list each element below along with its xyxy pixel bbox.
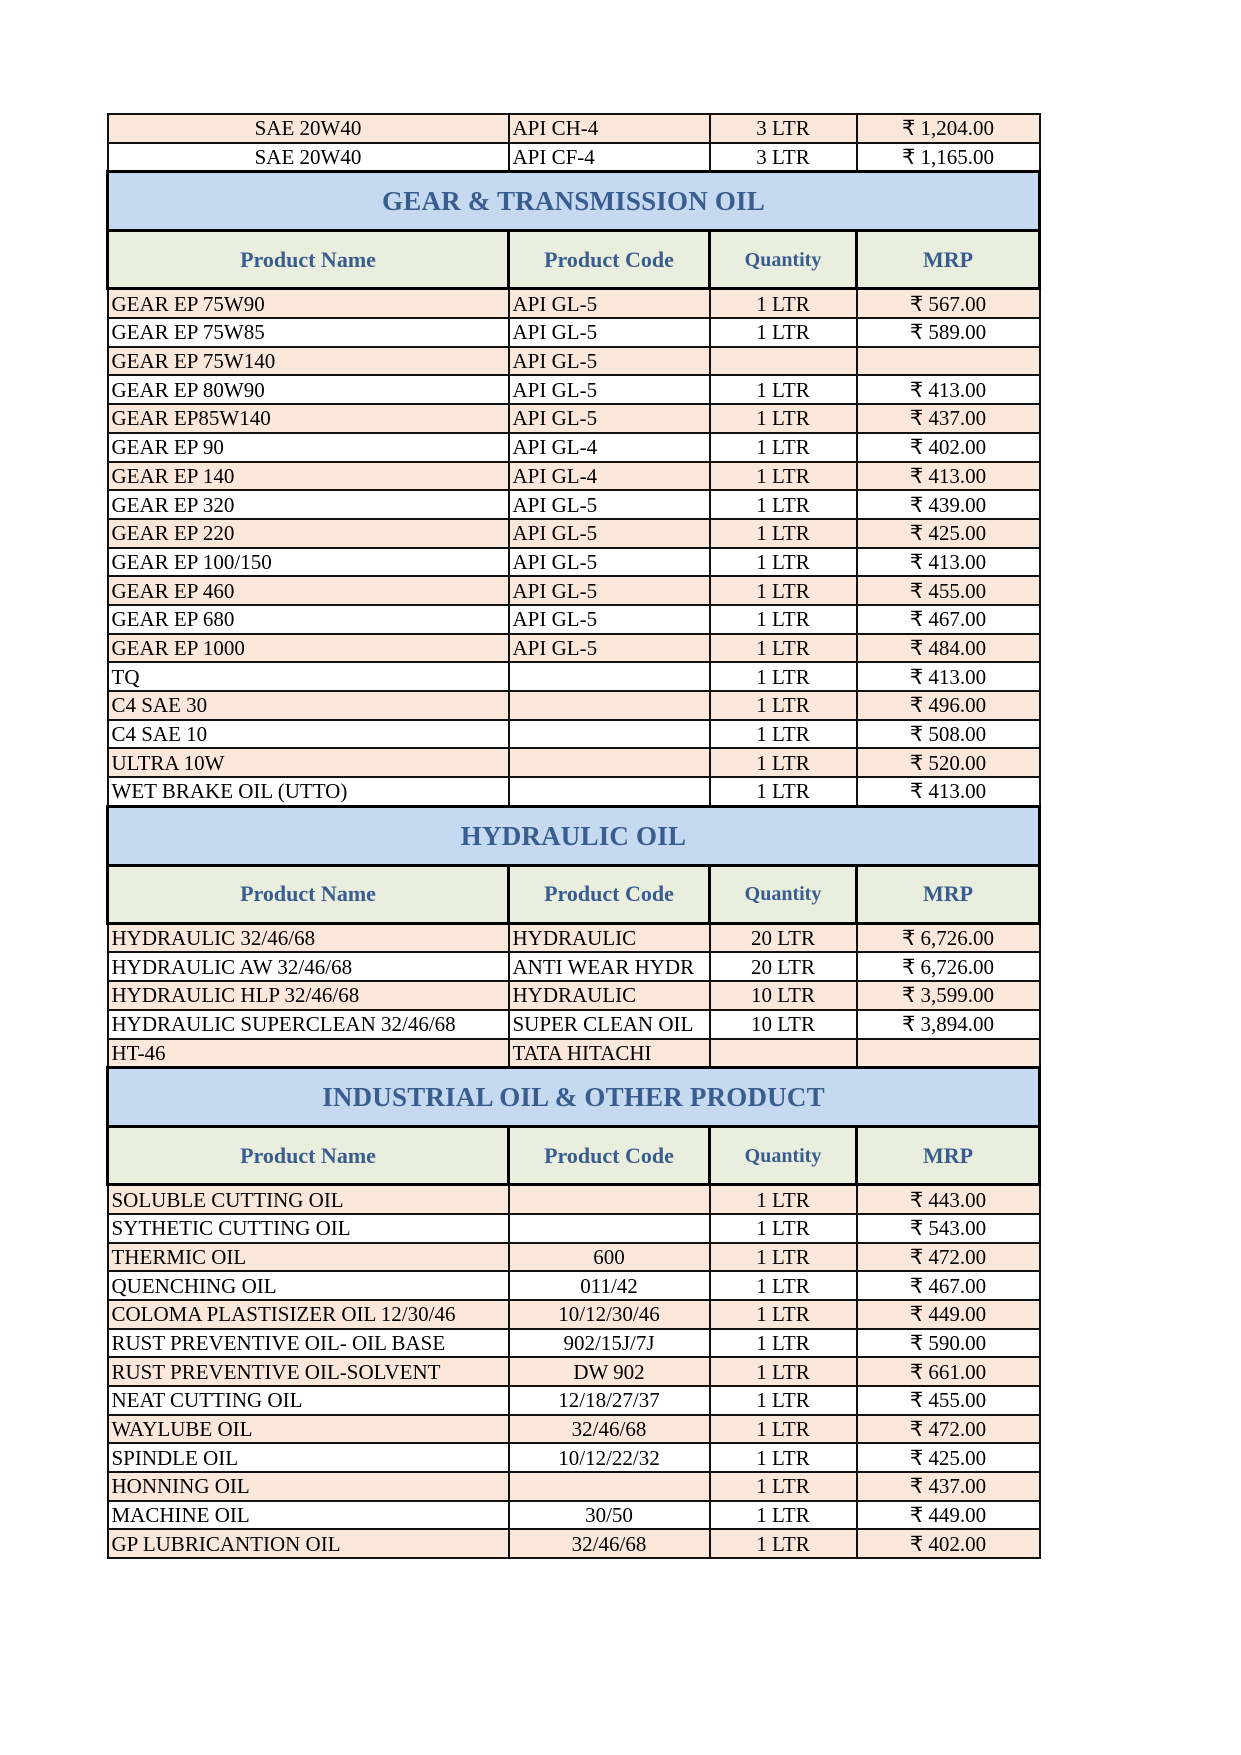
mrp-cell: ₹ 3,894.00 <box>857 1010 1040 1039</box>
product-name-cell: SAE 20W40 <box>108 143 509 172</box>
table-row <box>108 1185 1040 1214</box>
table-row <box>108 1386 1040 1415</box>
product-name-cell: GEAR EP 680 <box>108 605 509 634</box>
column-header-mrp: MRP <box>857 865 1040 923</box>
product-code-cell: API GL-5 <box>509 347 710 376</box>
quantity-cell: 10 LTR <box>710 1010 857 1039</box>
table-row <box>108 347 1040 376</box>
mrp-cell: ₹ 589.00 <box>857 318 1040 347</box>
quantity-cell: 1 LTR <box>710 662 857 691</box>
mrp-cell: ₹ 590.00 <box>857 1329 1040 1358</box>
product-code-cell: API GL-5 <box>509 576 710 605</box>
mrp-cell: ₹ 425.00 <box>857 519 1040 548</box>
column-header-mrp: MRP <box>857 231 1040 289</box>
product-name-cell: COLOMA PLASTISIZER OIL 12/30/46 <box>108 1300 509 1329</box>
table-row <box>108 1501 1040 1530</box>
quantity-cell: 10 LTR <box>710 981 857 1010</box>
product-name-cell: GEAR EP85W140 <box>108 404 509 433</box>
product-code-cell: API GL-5 <box>509 318 710 347</box>
product-name-cell: SYTHETIC CUTTING OIL <box>108 1214 509 1243</box>
quantity-cell <box>710 1039 857 1068</box>
product-name-cell: GP LUBRICANTION OIL <box>108 1529 509 1558</box>
mrp-cell: ₹ 508.00 <box>857 720 1040 749</box>
mrp-cell: ₹ 484.00 <box>857 634 1040 663</box>
table-row <box>108 433 1040 462</box>
mrp-cell: ₹ 443.00 <box>857 1185 1040 1214</box>
column-header-product-code: Product Code <box>509 231 710 289</box>
product-name-cell: SAE 20W40 <box>108 114 509 143</box>
quantity-cell: 1 LTR <box>710 1529 857 1558</box>
product-code-cell: TATA HITACHI <box>509 1039 710 1068</box>
mrp-cell: ₹ 413.00 <box>857 548 1040 577</box>
table-row <box>108 318 1040 347</box>
quantity-cell: 20 LTR <box>710 952 857 981</box>
column-header-row <box>108 865 1040 923</box>
mrp-cell: ₹ 449.00 <box>857 1501 1040 1530</box>
table-row <box>108 634 1040 663</box>
mrp-cell: ₹ 661.00 <box>857 1357 1040 1386</box>
column-header-product-name: Product Name <box>108 865 509 923</box>
mrp-cell: ₹ 413.00 <box>857 777 1040 806</box>
table-row <box>108 404 1040 433</box>
product-name-cell: HYDRAULIC 32/46/68 <box>108 923 509 952</box>
table-row <box>108 1472 1040 1501</box>
product-name-cell: WAYLUBE OIL <box>108 1415 509 1444</box>
column-header-mrp: MRP <box>857 1127 1040 1185</box>
column-header-quantity: Quantity <box>710 1127 857 1185</box>
product-code-cell: ANTI WEAR HYDR <box>509 952 710 981</box>
product-name-cell: GEAR EP 80W90 <box>108 375 509 404</box>
table-row <box>108 1214 1040 1243</box>
quantity-cell: 1 LTR <box>710 1300 857 1329</box>
product-name-cell: GEAR EP 320 <box>108 490 509 519</box>
product-code-cell: 10/12/22/32 <box>509 1443 710 1472</box>
product-name-cell: C4 SAE 30 <box>108 691 509 720</box>
mrp-cell: ₹ 6,726.00 <box>857 952 1040 981</box>
table-row <box>108 1010 1040 1039</box>
product-code-cell: API CH-4 <box>509 114 710 143</box>
table-row <box>108 748 1040 777</box>
section-title: INDUSTRIAL OIL & OTHER PRODUCT <box>108 1068 1040 1127</box>
mrp-cell: ₹ 472.00 <box>857 1415 1040 1444</box>
product-name-cell: C4 SAE 10 <box>108 720 509 749</box>
product-name-cell: HONNING OIL <box>108 1472 509 1501</box>
table-row <box>108 1039 1040 1068</box>
product-name-cell: HT-46 <box>108 1039 509 1068</box>
table-row <box>108 519 1040 548</box>
table-row <box>108 1271 1040 1300</box>
column-header-quantity: Quantity <box>710 865 857 923</box>
quantity-cell: 1 LTR <box>710 1386 857 1415</box>
product-name-cell: GEAR EP 140 <box>108 462 509 491</box>
product-name-cell: MACHINE OIL <box>108 1501 509 1530</box>
product-code-cell: 12/18/27/37 <box>509 1386 710 1415</box>
table-row <box>108 923 1040 952</box>
product-name-cell: GEAR EP 75W85 <box>108 318 509 347</box>
table-row <box>108 662 1040 691</box>
quantity-cell: 1 LTR <box>710 1472 857 1501</box>
mrp-cell: ₹ 1,204.00 <box>857 114 1040 143</box>
mrp-cell: ₹ 425.00 <box>857 1443 1040 1472</box>
product-code-cell: API GL-5 <box>509 519 710 548</box>
product-code-cell <box>509 777 710 806</box>
table-row <box>108 375 1040 404</box>
product-name-cell: GEAR EP 460 <box>108 576 509 605</box>
table-row <box>108 143 1040 172</box>
column-header-product-name: Product Name <box>108 231 509 289</box>
quantity-cell: 20 LTR <box>710 923 857 952</box>
quantity-cell: 1 LTR <box>710 576 857 605</box>
table-row <box>108 289 1040 318</box>
quantity-cell: 1 LTR <box>710 720 857 749</box>
quantity-cell: 1 LTR <box>710 490 857 519</box>
product-code-cell: 32/46/68 <box>509 1529 710 1558</box>
product-code-cell: API GL-5 <box>509 490 710 519</box>
product-name-cell: ULTRA 10W <box>108 748 509 777</box>
table-row <box>108 1443 1040 1472</box>
quantity-cell: 1 LTR <box>710 748 857 777</box>
quantity-cell: 1 LTR <box>710 375 857 404</box>
quantity-cell <box>710 347 857 376</box>
table-row <box>108 720 1040 749</box>
product-name-cell: QUENCHING OIL <box>108 1271 509 1300</box>
mrp-cell: ₹ 402.00 <box>857 433 1040 462</box>
table-row <box>108 576 1040 605</box>
mrp-cell: ₹ 449.00 <box>857 1300 1040 1329</box>
product-code-cell <box>509 748 710 777</box>
quantity-cell: 1 LTR <box>710 548 857 577</box>
mrp-cell: ₹ 467.00 <box>857 1271 1040 1300</box>
price-list-table <box>106 113 1041 1559</box>
product-name-cell: SOLUBLE CUTTING OIL <box>108 1185 509 1214</box>
product-name-cell: HYDRAULIC AW 32/46/68 <box>108 952 509 981</box>
quantity-cell: 3 LTR <box>710 114 857 143</box>
product-code-cell: 600 <box>509 1243 710 1272</box>
product-code-cell: 10/12/30/46 <box>509 1300 710 1329</box>
product-name-cell: GEAR EP 220 <box>108 519 509 548</box>
product-code-cell <box>509 691 710 720</box>
product-code-cell <box>509 720 710 749</box>
column-header-row <box>108 1127 1040 1185</box>
product-code-cell: API GL-4 <box>509 433 710 462</box>
quantity-cell: 1 LTR <box>710 1214 857 1243</box>
column-header-product-code: Product Code <box>509 1127 710 1185</box>
quantity-cell: 1 LTR <box>710 1329 857 1358</box>
mrp-cell: ₹ 413.00 <box>857 375 1040 404</box>
mrp-cell: ₹ 455.00 <box>857 1386 1040 1415</box>
quantity-cell: 3 LTR <box>710 143 857 172</box>
quantity-cell: 1 LTR <box>710 318 857 347</box>
product-code-cell: API GL-4 <box>509 462 710 491</box>
table-row <box>108 462 1040 491</box>
product-code-cell: DW 902 <box>509 1357 710 1386</box>
product-code-cell: API GL-5 <box>509 289 710 318</box>
quantity-cell: 1 LTR <box>710 1243 857 1272</box>
product-code-cell: 011/42 <box>509 1271 710 1300</box>
table-row <box>108 490 1040 519</box>
section-title-row <box>108 806 1040 865</box>
mrp-cell: ₹ 437.00 <box>857 404 1040 433</box>
product-code-cell: 902/15J/7J <box>509 1329 710 1358</box>
product-code-cell: API GL-5 <box>509 605 710 634</box>
product-code-cell <box>509 1472 710 1501</box>
product-name-cell: RUST PREVENTIVE OIL- OIL BASE <box>108 1329 509 1358</box>
table-row <box>108 1329 1040 1358</box>
mrp-cell: ₹ 3,599.00 <box>857 981 1040 1010</box>
column-header-product-name: Product Name <box>108 1127 509 1185</box>
product-code-cell: API GL-5 <box>509 548 710 577</box>
table-row <box>108 1300 1040 1329</box>
mrp-cell <box>857 1039 1040 1068</box>
mrp-cell: ₹ 543.00 <box>857 1214 1040 1243</box>
product-name-cell: HYDRAULIC HLP 32/46/68 <box>108 981 509 1010</box>
mrp-cell: ₹ 413.00 <box>857 462 1040 491</box>
mrp-cell: ₹ 6,726.00 <box>857 923 1040 952</box>
quantity-cell: 1 LTR <box>710 1501 857 1530</box>
product-code-cell: API GL-5 <box>509 634 710 663</box>
product-name-cell: GEAR EP 100/150 <box>108 548 509 577</box>
product-code-cell: 30/50 <box>509 1501 710 1530</box>
quantity-cell: 1 LTR <box>710 1271 857 1300</box>
quantity-cell: 1 LTR <box>710 1185 857 1214</box>
product-code-cell <box>509 1185 710 1214</box>
mrp-cell: ₹ 567.00 <box>857 289 1040 318</box>
product-name-cell: WET BRAKE OIL (UTTO) <box>108 777 509 806</box>
mrp-cell <box>857 347 1040 376</box>
table-row <box>108 952 1040 981</box>
table-row <box>108 1243 1040 1272</box>
table-row <box>108 1357 1040 1386</box>
product-name-cell: TQ <box>108 662 509 691</box>
table-row <box>108 1529 1040 1558</box>
mrp-cell: ₹ 455.00 <box>857 576 1040 605</box>
table-row <box>108 114 1040 143</box>
table-row <box>108 605 1040 634</box>
product-code-cell: 32/46/68 <box>509 1415 710 1444</box>
quantity-cell: 1 LTR <box>710 1415 857 1444</box>
mrp-cell: ₹ 496.00 <box>857 691 1040 720</box>
quantity-cell: 1 LTR <box>710 462 857 491</box>
section-title: HYDRAULIC OIL <box>108 806 1040 865</box>
quantity-cell: 1 LTR <box>710 634 857 663</box>
product-code-cell: HYDRAULIC <box>509 981 710 1010</box>
section-title-row <box>108 172 1040 231</box>
product-code-cell: API CF-4 <box>509 143 710 172</box>
mrp-cell: ₹ 437.00 <box>857 1472 1040 1501</box>
mrp-cell: ₹ 1,165.00 <box>857 143 1040 172</box>
table-row <box>108 691 1040 720</box>
product-code-cell: SUPER CLEAN OIL <box>509 1010 710 1039</box>
section-title: GEAR & TRANSMISSION OIL <box>108 172 1040 231</box>
mrp-cell: ₹ 472.00 <box>857 1243 1040 1272</box>
product-code-cell: API GL-5 <box>509 404 710 433</box>
product-name-cell: HYDRAULIC SUPERCLEAN 32/46/68 <box>108 1010 509 1039</box>
table-row <box>108 1415 1040 1444</box>
quantity-cell: 1 LTR <box>710 605 857 634</box>
product-name-cell: RUST PREVENTIVE OIL-SOLVENT <box>108 1357 509 1386</box>
table-row <box>108 548 1040 577</box>
product-name-cell: GEAR EP 75W140 <box>108 347 509 376</box>
product-code-cell <box>509 1214 710 1243</box>
quantity-cell: 1 LTR <box>710 1357 857 1386</box>
mrp-cell: ₹ 439.00 <box>857 490 1040 519</box>
mrp-cell: ₹ 413.00 <box>857 662 1040 691</box>
quantity-cell: 1 LTR <box>710 404 857 433</box>
quantity-cell: 1 LTR <box>710 777 857 806</box>
product-name-cell: NEAT CUTTING OIL <box>108 1386 509 1415</box>
product-name-cell: GEAR EP 75W90 <box>108 289 509 318</box>
product-code-cell: HYDRAULIC <box>509 923 710 952</box>
quantity-cell: 1 LTR <box>710 1443 857 1472</box>
quantity-cell: 1 LTR <box>710 691 857 720</box>
quantity-cell: 1 LTR <box>710 289 857 318</box>
column-header-row <box>108 231 1040 289</box>
mrp-cell: ₹ 520.00 <box>857 748 1040 777</box>
product-name-cell: SPINDLE OIL <box>108 1443 509 1472</box>
product-name-cell: GEAR EP 1000 <box>108 634 509 663</box>
table-row <box>108 981 1040 1010</box>
product-code-cell: API GL-5 <box>509 375 710 404</box>
quantity-cell: 1 LTR <box>710 433 857 462</box>
quantity-cell: 1 LTR <box>710 519 857 548</box>
product-code-cell <box>509 662 710 691</box>
column-header-quantity: Quantity <box>710 231 857 289</box>
table-row <box>108 777 1040 806</box>
section-title-row <box>108 1068 1040 1127</box>
column-header-product-code: Product Code <box>509 865 710 923</box>
product-name-cell: THERMIC OIL <box>108 1243 509 1272</box>
product-name-cell: GEAR EP 90 <box>108 433 509 462</box>
mrp-cell: ₹ 402.00 <box>857 1529 1040 1558</box>
mrp-cell: ₹ 467.00 <box>857 605 1040 634</box>
